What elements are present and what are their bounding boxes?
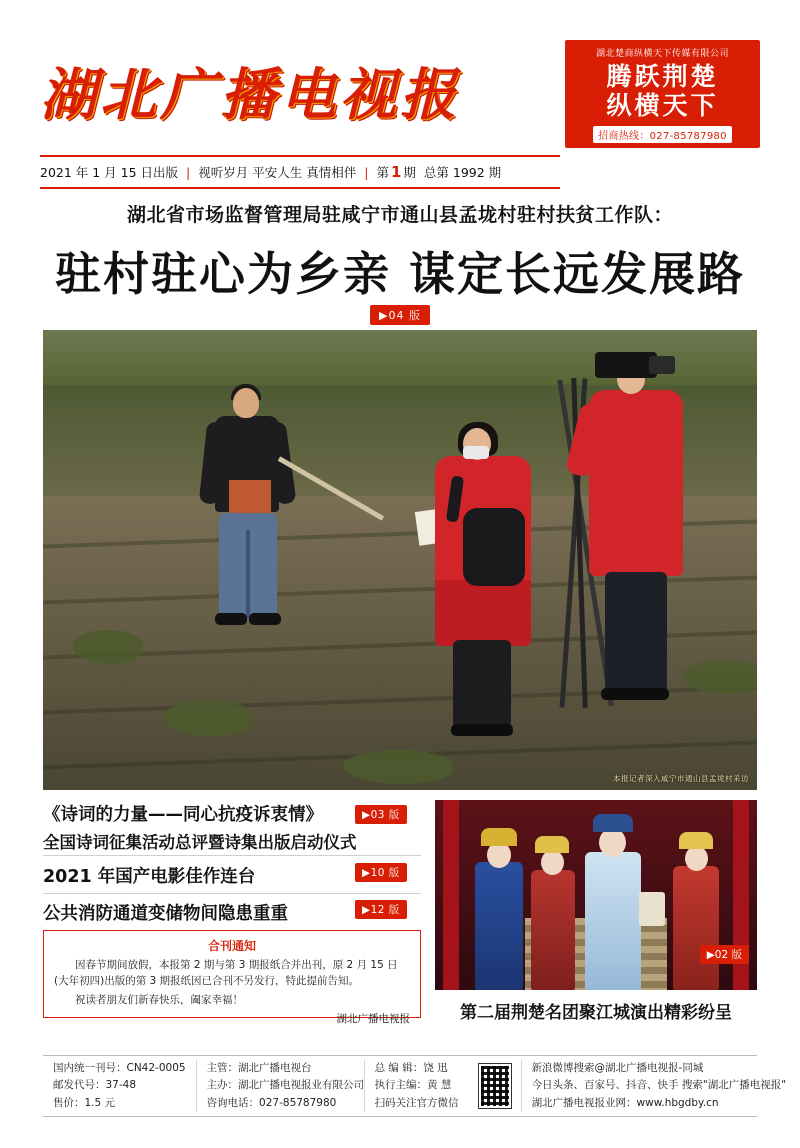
story-item[interactable]: [43, 827, 421, 854]
strip-divider-1: |: [186, 164, 191, 180]
notice-paragraph-1: 因春节期间放假，本报第 2 期与第 3 期报纸合并出刊，原 2 月 15 日(大年初四)出版的第 3 期报纸因已合刊不另发行，特此提前告知。: [54, 959, 398, 987]
story-page-reference[interactable]: ▶12 版: [355, 900, 407, 919]
paper-title: 湖北广播电视报: [40, 62, 460, 128]
paper-logo: [40, 40, 560, 150]
total-issue-number: 总第 1992 期: [423, 165, 502, 180]
opera-page-reference[interactable]: ▶02 版: [700, 945, 749, 964]
opera-headdress: [593, 814, 633, 832]
footer-column-editors: [364, 1060, 469, 1112]
issue-label-prefix: 第: [376, 165, 389, 180]
publication-notice: [43, 930, 421, 1026]
opera-performer-face: [685, 846, 708, 871]
opera-stage-pillar: [443, 800, 459, 990]
footer-weibo: 新浪微博搜索@湖北广播电视报-同城: [531, 1062, 704, 1075]
footer-website: 湖北广播电视报业网：www.hbgdby.cn: [531, 1096, 719, 1109]
advertisement-box[interactable]: [565, 40, 760, 148]
opera-caption: 第二届荆楚名团聚江城演出精彩纷呈: [460, 1003, 732, 1023]
opera-performer: [673, 866, 719, 990]
strip-divider-2: |: [364, 164, 369, 180]
photo-shrub: [163, 700, 253, 736]
opera-photo: [435, 800, 757, 990]
lead-headline: 驻村驻心为乡亲 谋定长远发展路: [54, 247, 745, 301]
footer-issn: 国内统一刊号：CN42-0005: [53, 1062, 186, 1075]
story-title: 公共消防通道变储物间隐患重重: [43, 904, 288, 924]
opera-performer: [531, 870, 575, 990]
photo-shrub: [73, 630, 143, 664]
opera-prop-scroll: [639, 892, 665, 926]
story-title: 全国诗词征集活动总评暨诗集出版启动仪式: [43, 832, 357, 852]
story-page-reference[interactable]: ▶10 版: [355, 863, 407, 882]
issue-info-strip: [40, 155, 560, 189]
story-title: 2021 年国产电影佳作连台: [43, 867, 256, 887]
notice-title: 合刊通知: [207, 939, 256, 953]
ad-slogan-line2: 纵横天下: [606, 91, 719, 120]
opera-performer: [475, 862, 523, 990]
footer-phone: 咨询电话：027-85787980: [206, 1096, 337, 1109]
footer-wechat-note: 扫码关注官方微信: [374, 1096, 459, 1109]
footer-column-organization: [196, 1060, 364, 1112]
lead-photo: [43, 330, 757, 790]
footer-executive-editor: 执行主编：黄 慧: [374, 1079, 452, 1092]
list-divider: [43, 855, 421, 856]
notice-paragraph-2: 祝读者朋友们新春快乐，阖家幸福！: [75, 993, 243, 1006]
opera-performer-lead: [585, 852, 641, 990]
footer-sponsor: 主办：湖北广播电视报业有限公司: [206, 1079, 365, 1092]
footer-platforms: 今日头条、百家号、抖音、快手 搜索"湖北广播电视报": [531, 1079, 787, 1092]
opera-performer-face: [599, 828, 626, 857]
ad-company: 湖北楚商纵横天下传媒有限公司: [595, 48, 729, 59]
footer-postal-code: 邮发代号：37-48: [53, 1079, 137, 1092]
paper-slogan: 视听岁月 平安人生 真情相伴: [198, 165, 357, 180]
issue-number: 1: [390, 163, 402, 181]
ad-hotline: 招商热线：027-85787980: [593, 126, 732, 143]
footer-editor-in-chief: 总 编 辑：饶 迅: [374, 1062, 448, 1075]
footer-price: 售价：1.5 元: [53, 1096, 116, 1109]
story-page-reference[interactable]: ▶03 版: [355, 805, 407, 824]
publish-date: 2021 年 1 月 15 日出版: [40, 165, 179, 180]
opera-performer-face: [541, 850, 564, 875]
footer-column-publication: [43, 1060, 196, 1112]
qr-code-icon[interactable]: [479, 1064, 511, 1108]
footer-qr-wrapper: [469, 1064, 521, 1108]
issue-label-suffix: 期: [403, 165, 416, 180]
lead-page-reference[interactable]: ▶04 版: [370, 305, 430, 325]
opera-headdress: [679, 832, 713, 849]
photo-credit: 本报记者深入咸宁市通山县孟垅村采访: [613, 774, 749, 783]
list-divider: [43, 893, 421, 894]
story-title: 《诗词的力量——同心抗疫诉衷情》: [43, 805, 323, 825]
lead-kicker: 湖北省市场监督管理局驻咸宁市通山县孟垅村驻村扶贫工作队：: [126, 204, 673, 226]
notice-signature: 湖北广播电视报: [336, 1013, 410, 1026]
opera-headdress: [535, 836, 569, 853]
opera-headdress: [481, 828, 517, 846]
page-footer: [43, 1055, 787, 1117]
masthead: [40, 40, 760, 150]
ad-slogan-line1: 腾跃荆楚: [606, 61, 719, 91]
photo-shrub: [343, 750, 453, 784]
footer-column-social: [521, 1060, 797, 1112]
footer-supervisor: 主管：湖北广播电视台: [206, 1062, 312, 1075]
